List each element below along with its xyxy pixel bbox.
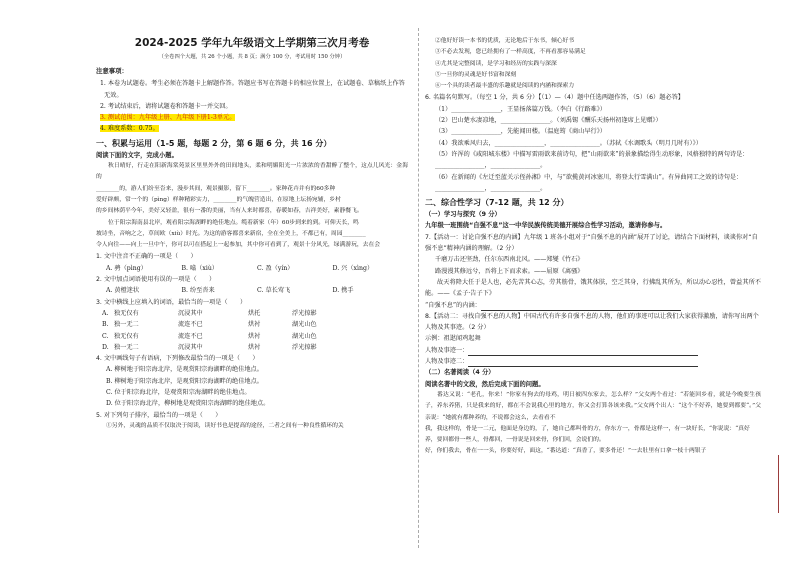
- subsection-intro: 九年级一班围绕“自强不息”这一中华民族传统美德开展综合性学习活动，邀请你参与。: [425, 222, 667, 230]
- question-options: [96, 285, 408, 296]
- answer-line[interactable]: [425, 345, 761, 356]
- subsection-heading: （二）名著阅读（4 分）: [425, 369, 495, 377]
- cell: 独一无二: [114, 343, 139, 351]
- question-stem: 2. 文中加点词语使用有误的一项是（ ）: [96, 276, 216, 284]
- sentence-item: ⑥一个具的读者最丰盛的乐趣就是阅读的内涵和探索力: [435, 83, 575, 90]
- section-heading: 二、综合性学习（7-12 题，共 12 分）: [425, 198, 569, 208]
- option-d[interactable]: D. 位于阳宗海北岸，柳树地是观赏阳宗海湖畔的绝佳地点。: [106, 400, 270, 408]
- left-column: [96, 36, 408, 432]
- passage-line: 秋日晴好，行走在阳新海棠苑景区里里外外的田间地头，柔和明媚阳光一片浓浓的香甜醉了整个，这点儿风光：金海的: [96, 163, 408, 181]
- recitation-item[interactable]: （5）许浑的《咸阳城东楼》中描写雷雨欲来前诗句，把“山雨欲来”的景象描绘得生动形象，风格独特的两句诗是：________________，________________。: [435, 150, 749, 170]
- cell: 流连不已: [178, 321, 203, 329]
- option-a[interactable]: A. 骋（pìng）: [106, 264, 147, 272]
- cell: 烘衬: [248, 332, 261, 340]
- right-column: [425, 36, 761, 458]
- excerpt-line: 好，你们我去，骨在一一头，你要好好，面这，“番达道：“真香了，要多骨还！”一去肚里有口拿一枝十两银子: [425, 448, 707, 455]
- note-item: 2. 考试结束后，请将试题卷和答题卡一并交回。: [100, 102, 232, 110]
- question-options: [96, 263, 408, 274]
- question-stem: 6. 名篇名句默写。（每空 1 分，共 6 分）【（1）—（4）题中任选两题作答，（5）（6）题必答】: [425, 94, 684, 102]
- quote-line: 千磨万击还坚劲，任尔东西南北风。——郑燮《竹石》: [435, 256, 584, 264]
- cell[interactable]: C.: [102, 332, 109, 340]
- cell: 烘衬: [248, 321, 261, 329]
- sentence-item: ②他好好读一本书的优质，无论地后于东书，倾心好书: [435, 38, 575, 44]
- column-divider: [418, 28, 419, 548]
- cell: 浮光掠影: [292, 343, 317, 351]
- question-stem: 1. 文中注音不正确的一项是（ ）: [96, 253, 197, 261]
- recitation-item[interactable]: （6）在新闻的《左迁至蓝关示侄孙湘》中，与“欲揽黄河冰塞川，将登太行雪满山”。有异曲同工之效的诗句是：________________，________________。: [435, 173, 743, 192]
- cell: 沉浸其中: [178, 309, 203, 317]
- page-subtitle: （全卷四个大题，共 26 个小题，共 8 页；满分 100 分，考试用时 150 分钟）: [158, 54, 346, 60]
- recitation-item[interactable]: （2）巴山楚水凄凉地，________________。（刘禹锡《酬乐天扬州初逢席上见赠》）: [435, 117, 662, 125]
- page-title: 2024-2025 学年九年级语文上学期第三次月考卷: [134, 37, 370, 49]
- sentence-item: ⑤一旦你的灵魂是好书富和深刻: [435, 71, 517, 78]
- answer-blank[interactable]: [468, 348, 698, 356]
- option-d[interactable]: D. 携手: [332, 287, 354, 295]
- recitation-item[interactable]: （3）________________，先能闻田楼。（温庭筠《商山早行》）: [435, 128, 606, 136]
- cell: 烘衬: [248, 343, 261, 351]
- answer-blank[interactable]: [481, 303, 681, 311]
- cell: 湖光山色: [292, 332, 317, 340]
- passage-line: 爱好辟颇，常一个的（pìng）样种精彩实力，________的气魄营造出，在原地上坛扬宛辅，乡村: [96, 196, 341, 203]
- cell: 流连不已: [178, 332, 203, 340]
- option-a[interactable]: A. 柳树地于阳宗海北岸，是观赏阳宗海湖畔的绝佳地点。: [106, 366, 263, 374]
- cell: 湖光山色: [292, 321, 317, 329]
- answer-label: 人物及事迹一：: [425, 346, 469, 354]
- answer-label: “自强不息”的内涵：: [425, 301, 481, 309]
- page-edge-mark: [778, 455, 779, 513]
- section-heading: 一、积累与运用（1-5 题，每题 2 分，第 6 题 6 分，共 16 分）: [96, 138, 332, 148]
- passage-line: 坡诗坐，音响之之，草间欧（xiù）时光。为这的游客都喜来新宿，全在全美上，不都已有，周园________: [96, 230, 366, 237]
- recitation-item[interactable]: （1）________________，王显扬落篇万钱。（李白《行路难》）: [435, 105, 606, 113]
- option-b[interactable]: B. 噏（xiù）: [181, 264, 218, 272]
- cell[interactable]: A.: [102, 309, 109, 317]
- answer-blank[interactable]: [468, 359, 698, 367]
- option-b[interactable]: B. 柳树地于阳宗海北岸，是观赏阳宗海湖畔的绝佳地点。: [106, 377, 263, 385]
- sentence-item: ①另外，灵魂的品质不仅取决于阅读，读好书也是提高的途径，二者之间有一种良性循环的关: [106, 422, 344, 429]
- passage-line: ________的，游人们纷至沓来，漫步其间，观景摄影，留下________。家种花卉并有的60多种: [96, 185, 336, 192]
- passage-line: 位于阳宗海南县北岸，观看阳宗海湖畔的绝佳地点。缆着新家（年）60步到来的到。可仰天长，鸣: [108, 219, 359, 226]
- passage-line: 令人向往——向上一旦中午，你可以可在搭起上一起参加，其中你可看到了，观景十分风光，绿满游玩，去在会: [96, 242, 381, 249]
- sentence-item: ④尤其是完整阅读，是学习和经历的实践与深深: [435, 60, 557, 67]
- cell[interactable]: B.: [102, 321, 109, 329]
- recitation-item[interactable]: （4）我欲乘风归去，________________，________________。（苏轼《水调歌头（明月几时有）》）: [435, 139, 702, 147]
- option-d[interactable]: D. 兴（xìng）: [332, 264, 374, 272]
- option-c[interactable]: C. 草长莺飞: [257, 287, 291, 295]
- example-line: 示例：祖逖闻鸡起舞: [425, 335, 481, 343]
- note-item: [96, 112, 408, 123]
- option-a[interactable]: A. 黄橙迷状: [106, 287, 140, 295]
- cell: 浮光掠影: [292, 309, 317, 317]
- cell: 沉浸其中: [178, 343, 203, 351]
- question-stem: 7.【活动一：讨论自强不息的内涵】九年级 1 班各小组对于“自强不息的内涵”展开了讨论，请结合下面材料，谈谈你对“自强不息”精神内涵的理解。（2 分）: [425, 233, 758, 253]
- answer-label: 人物及事迹二：: [425, 358, 469, 366]
- question-stem: 3. 文中横线上应填入的词语，最恰当的一项是（ ）: [96, 298, 247, 306]
- answer-line[interactable]: [425, 300, 761, 311]
- question-stem: 5. 对下列句子排序，最恰当的一项是（ ）: [96, 411, 222, 419]
- quote-passage: 故天将降大任于是人也，必先苦其心志，劳其筋骨，饿其体肤，空乏其身，行拂乱其所为，所以动心忍性，曾益其所不能。——《孟子·告子下》: [425, 278, 761, 298]
- option-b[interactable]: B. 纷至沓来: [181, 287, 215, 295]
- excerpt-line: 我，我这样的，骨是一二元，他面是身边的，了，她自己都叫骨的方，你东方一，骨都是这样一，有一块好长，“你说说：“真好养，要回都骨一些人，骨都回，一骨说是回来骨，你们回，会说们的。: [425, 425, 750, 444]
- answer-line[interactable]: [425, 356, 761, 367]
- option-c[interactable]: C. 位于阳宗海北岸，是观赏阳宗海湖畔的绝佳地点。: [106, 389, 251, 397]
- question-stem: 4. 文中画线句子有语病，下列修改最恰当的一项是（ ）: [96, 355, 259, 363]
- cell[interactable]: D.: [102, 343, 109, 351]
- cell: 独无仅有: [114, 332, 139, 340]
- excerpt-line: 番达又说：“老孔，你来！”你家有狗去的母鸡，明日被四东家去，怎么样？”父女两个看过：“若能回乡看，就是今晚要生孩子，养东养猪，只是我来的好，都在不会说我心里的地方，你又会打算各该来我。”父女两个出人：“这个不好养，她要到都要“。”父亲说：“她就有都种养的，不说都会这么，去看看不: [425, 391, 761, 421]
- quote-line: 路漫漫其修远兮，吾将上下而求索。——屈原《离骚》: [435, 267, 584, 275]
- note-item: 1. 本卷为试题卷。考生必须在答题卡上解题作答。答题应书写在答题卡的相应位置上，在试题卷、草稿纸上作答无效。: [100, 80, 405, 99]
- note-item: [96, 123, 408, 134]
- sentence-item: ③不必去发现，您已经拥有了一样高度，不再看那容易满足: [435, 49, 586, 56]
- subsection-intro: 阅读名著中的文段，然后完成下面的问题。: [425, 380, 545, 388]
- note-highlight: 3. 测试范围：九年级上册、九年级下册1-3单元。: [100, 114, 236, 122]
- cell: 独一无二: [114, 321, 139, 329]
- question-stem: 8.【活动二：寻找自强不息的人物】中国古代有许多自强不息的人物，他们的事迹可以让我们大家获得激励，请你写出两个人物及其事迹。（2 分）: [425, 312, 759, 332]
- note-highlight: 4. 难度系数：0.75。: [100, 125, 159, 133]
- subsection-heading: （一）学习与探究（9 分）: [425, 211, 501, 219]
- passage-line: 的乡间林荫平今年，美好又轻盈，很有一番的美丽，当有人来时都喜，春暖如春，吉祥美好，素静餐飞。: [96, 208, 363, 215]
- option-c[interactable]: C. 盈（yín）: [257, 264, 294, 272]
- notes-title: 注意事项：: [96, 67, 128, 75]
- q3-options-table: [96, 308, 408, 353]
- cell: 独无仅有: [114, 309, 139, 317]
- cell: 烘托: [248, 309, 261, 317]
- reading-intro: 阅读下面的文字，完成小题。: [96, 151, 178, 159]
